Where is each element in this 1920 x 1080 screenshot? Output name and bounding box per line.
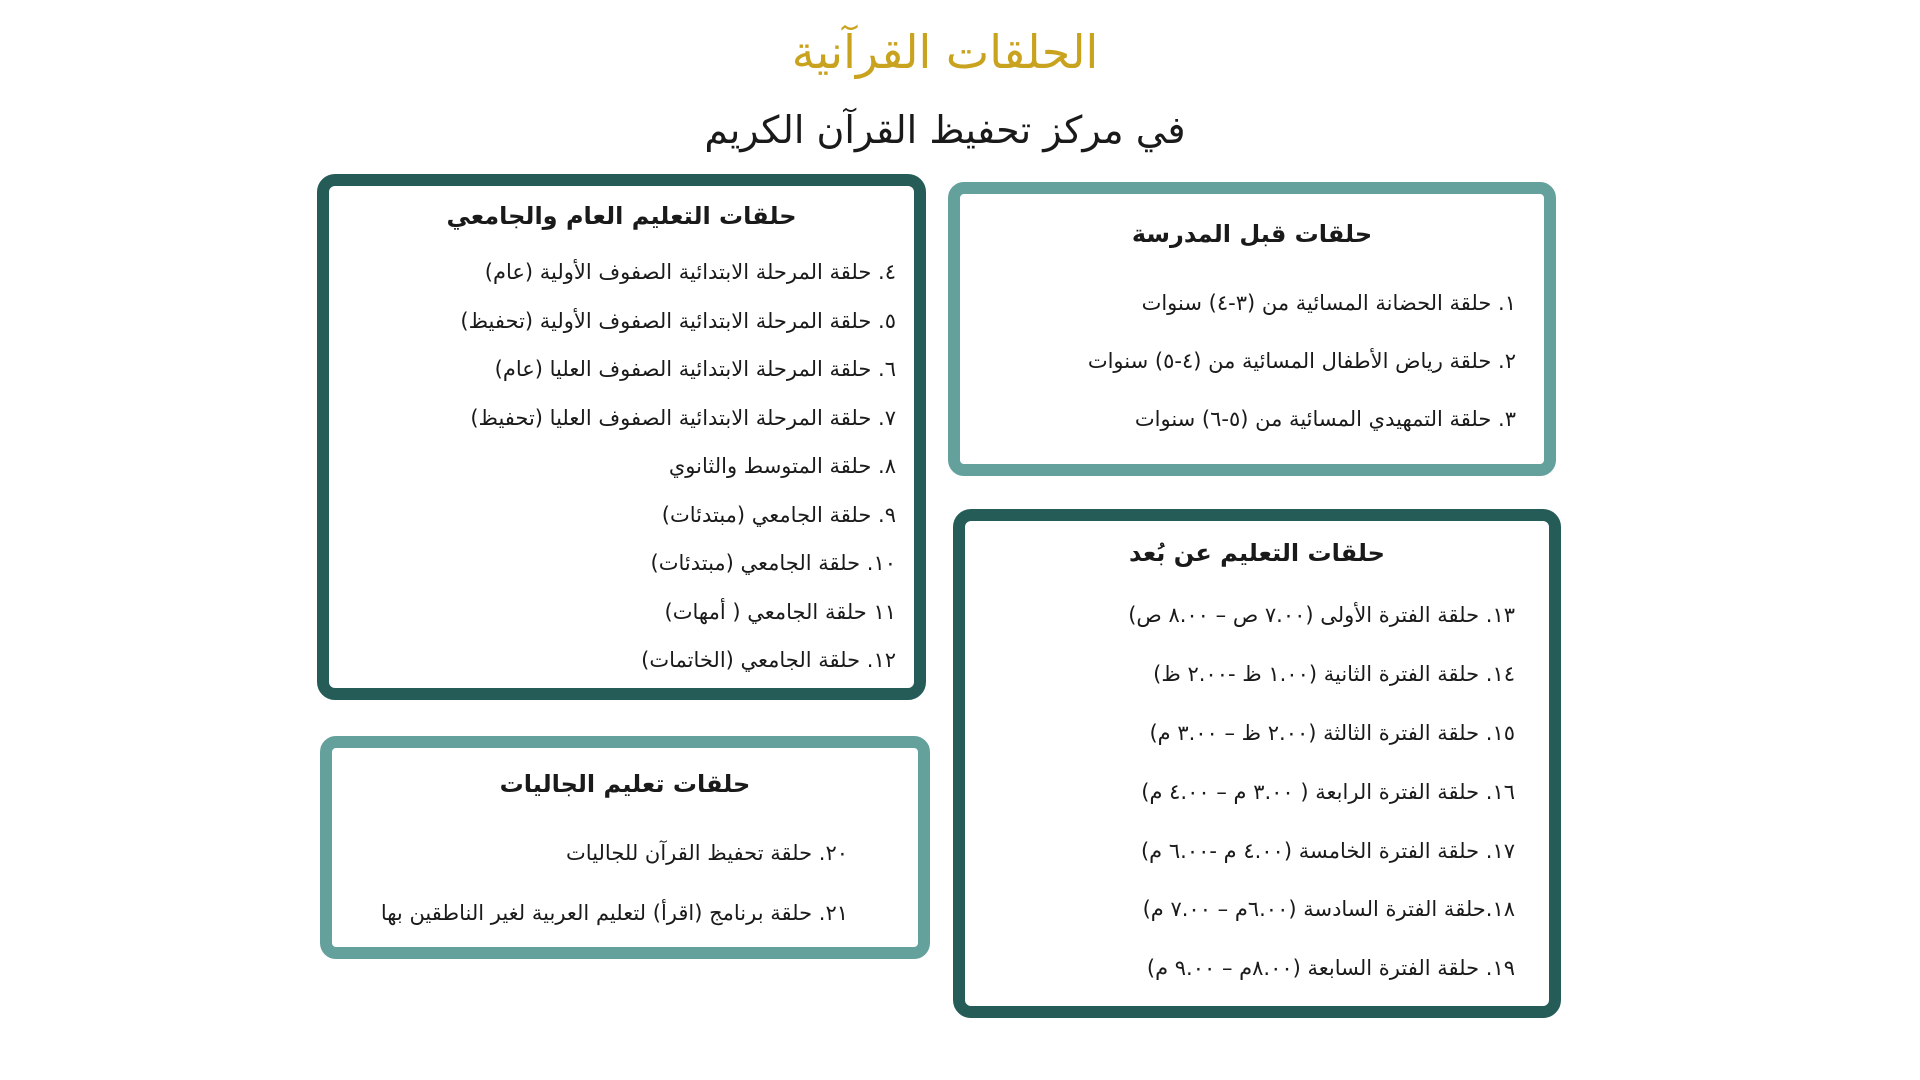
list-item: ١٧. حلقة الفترة الخامسة (٤.٠٠ م -٦.٠٠ م) — [1140, 839, 1515, 863]
distance-learning-list — [1128, 586, 1515, 998]
list-item: ٥. حلقة المرحلة الابتدائية الصفوف الأولية (تحفيظ) — [460, 308, 896, 333]
expatriates-list — [381, 823, 848, 943]
list-item: ٣. حلقة التمهيدي المسائية من (٥-٦) سنوات — [1134, 407, 1516, 431]
page-title: الحلقات القرآنية — [791, 25, 1099, 79]
list-item: ١٣. حلقة الفترة الأولى (٧.٠٠ ص – ٨.٠٠ ص) — [1128, 603, 1515, 627]
preschool-title: حلقات قبل المدرسة — [1131, 220, 1373, 248]
list-item: ١٥. حلقة الفترة الثالثة (٢.٠٠ ظ – ٣.٠٠ م) — [1149, 721, 1515, 745]
list-item: ١٩. حلقة الفترة السابعة (٨.٠٠م – ٩.٠٠ م) — [1146, 956, 1515, 980]
preschool-list — [1088, 274, 1516, 448]
expatriates-title: حلقات تعليم الجاليات — [499, 770, 751, 798]
preschool-box — [948, 182, 1556, 476]
list-item: ٧. حلقة المرحلة الابتدائية الصفوف العليا (تحفيظ) — [470, 405, 896, 430]
list-item: ٢١. حلقة برنامج (اقرأ) لتعليم العربية لغير الناطقين بها — [380, 901, 848, 925]
list-item: ١٠. حلقة الجامعي (مبتدئات) — [650, 551, 896, 575]
list-item: ٢٠. حلقة تحفيظ القرآن للجاليات — [566, 841, 848, 865]
list-item: ٢. حلقة رياض الأطفال المسائية من (٤-٥) سنوات — [1087, 349, 1516, 373]
list-item: ٩. حلقة الجامعي (مبتدئات) — [661, 502, 896, 527]
list-item: ٨. حلقة المتوسط والثانوي — [668, 454, 896, 478]
list-item: ١١ حلقة الجامعي ( أمهات) — [664, 599, 896, 624]
list-item: ١. حلقة الحضانة المسائية من (٣-٤) سنوات — [1141, 291, 1516, 315]
page-subtitle: في مركز تحفيظ القرآن الكريم — [704, 108, 1186, 152]
general-education-title: حلقات التعليم العام والجامعي — [446, 202, 797, 230]
distance-learning-box — [953, 509, 1561, 1018]
list-item: ١٢. حلقة الجامعي (الخاتمات) — [641, 648, 896, 672]
expatriates-box — [320, 736, 930, 959]
list-item: ٤. حلقة المرحلة الابتدائية الصفوف الأولية (عام) — [484, 260, 896, 284]
general-education-list — [460, 248, 896, 685]
distance-learning-title: حلقات التعليم عن بُعد — [1129, 539, 1385, 567]
list-item: ٦. حلقة المرحلة الابتدائية الصفوف العليا (عام) — [494, 357, 896, 381]
list-item: ١٨.حلقة الفترة السادسة (٦.٠٠م – ٧.٠٠ م) — [1142, 897, 1515, 921]
list-item: ١٦. حلقة الفترة الرابعة ( ٣.٠٠ م – ٤.٠٠ م) — [1141, 780, 1515, 804]
general-education-box — [317, 174, 926, 700]
list-item: ١٤. حلقة الفترة الثانية (١.٠٠ ظ -٢.٠٠ ظ) — [1153, 662, 1515, 686]
